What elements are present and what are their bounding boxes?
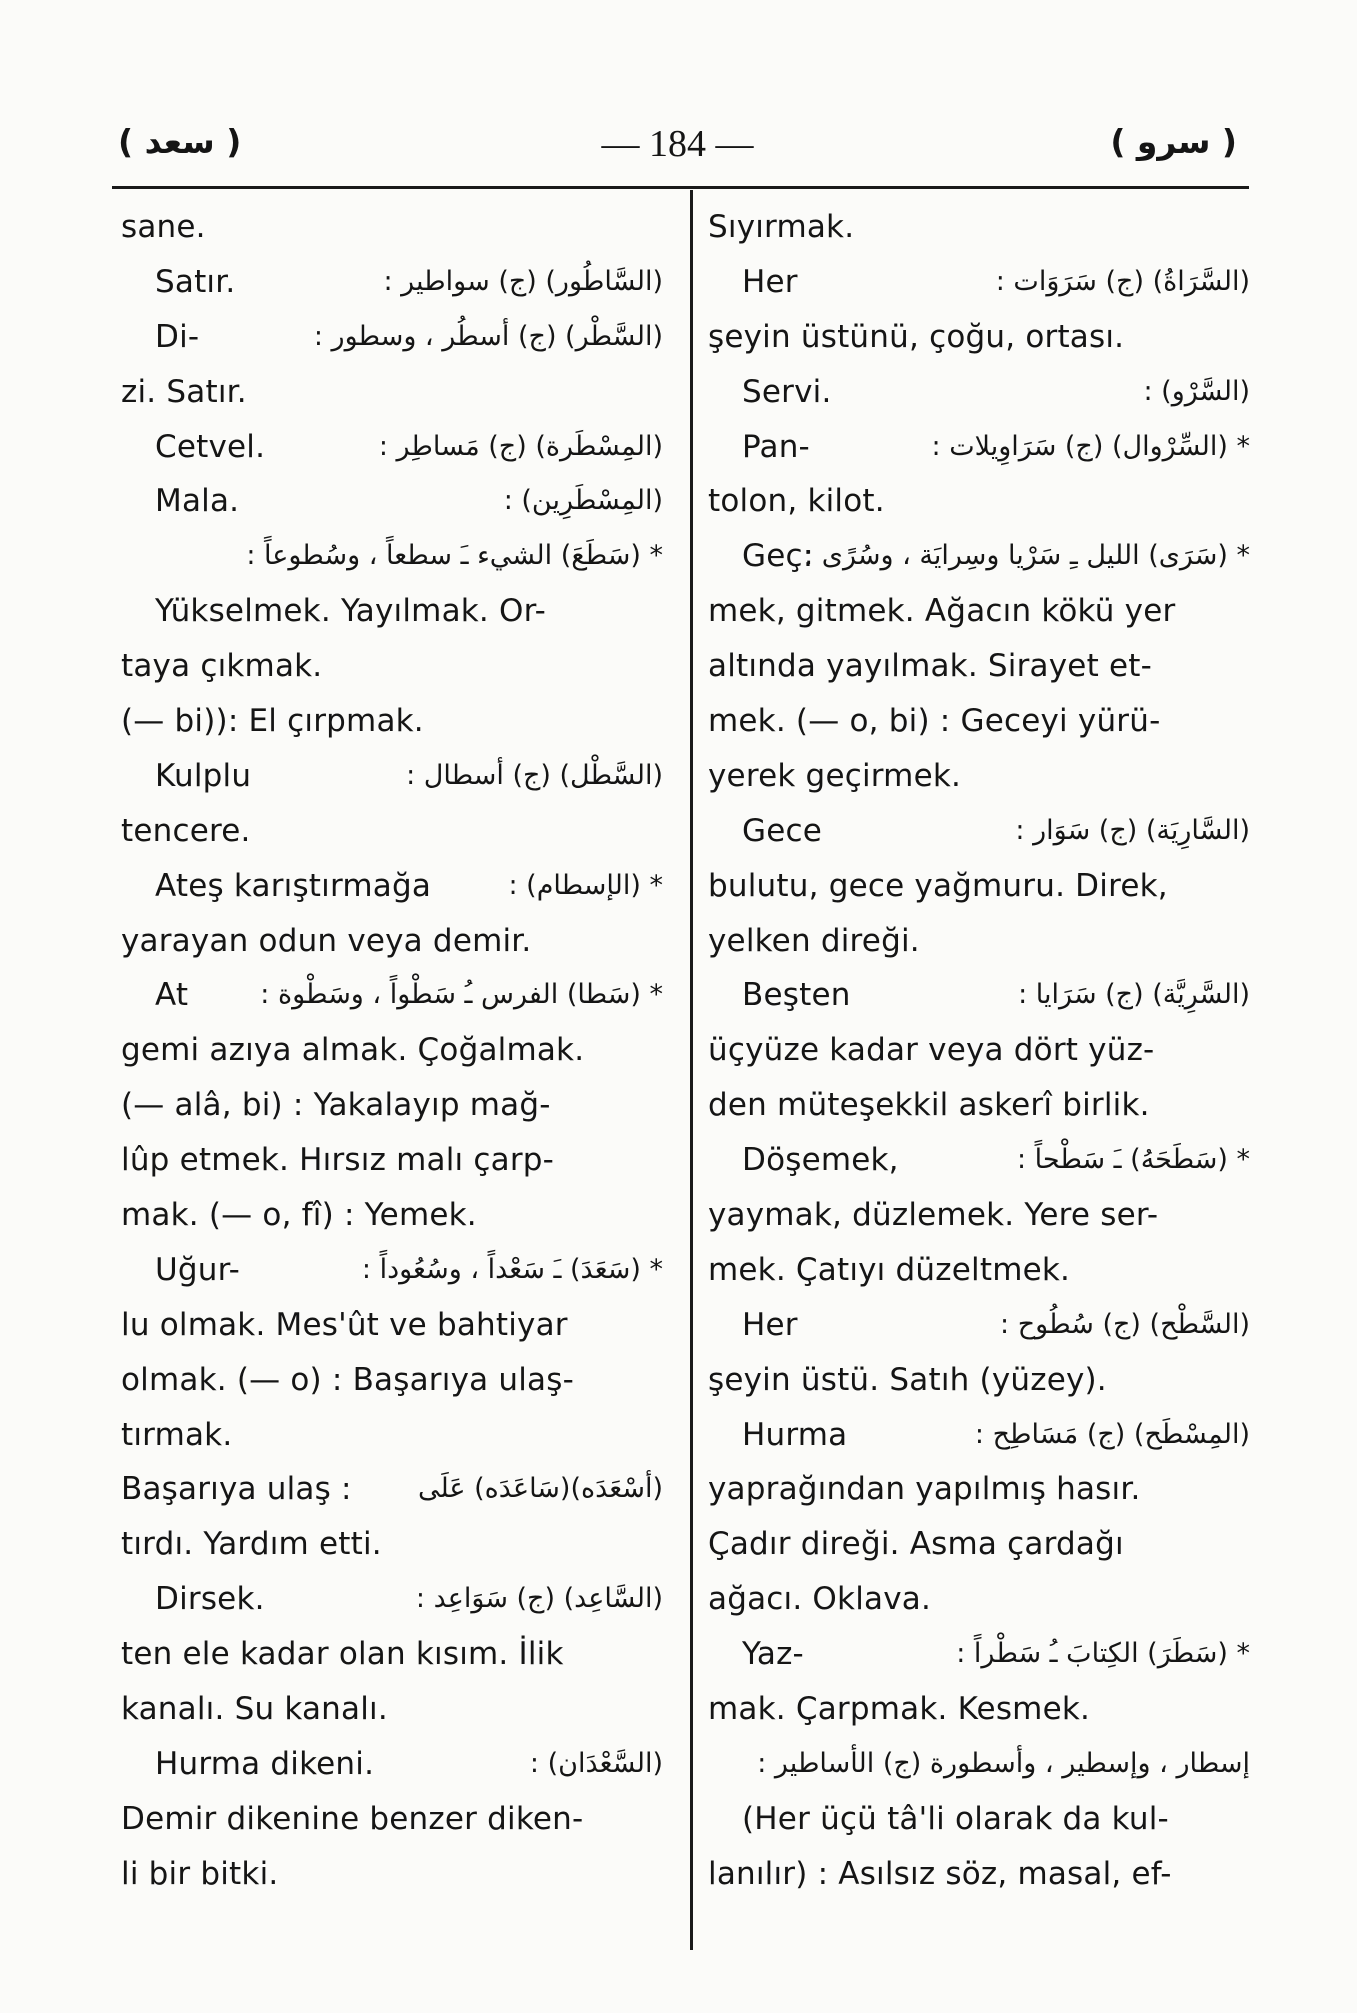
- turkish-text: Kulplu: [155, 757, 252, 794]
- turkish-text: Demir dikenine benzer diken-: [121, 1800, 584, 1837]
- turkish-text: ağacı. Oklava.: [708, 1581, 931, 1618]
- dictionary-line: [121, 1023, 669, 1078]
- dictionary-line: [121, 420, 669, 475]
- dictionary-line: [121, 749, 669, 804]
- dictionary-line: [708, 1847, 1256, 1902]
- turkish-text: gemi azıya almak. Çoğalmak.: [121, 1032, 585, 1069]
- dictionary-line: [121, 914, 669, 969]
- arabic-headword: * (سَطَعَ) الشيء ـَ سطعاً ، وسُطوعاً :: [246, 540, 663, 572]
- dictionary-line: [708, 804, 1256, 859]
- turkish-text: Sıyırmak.: [708, 209, 855, 245]
- dictionary-line: [121, 1737, 669, 1792]
- arabic-headword: (السَّرَاةُ) (ج) سَرَوَات :: [995, 265, 1250, 297]
- turkish-text: Yaz-: [742, 1636, 804, 1673]
- turkish-text: bulutu, gece yağmuru. Direk,: [708, 867, 1168, 904]
- dictionary-line: [708, 1243, 1256, 1298]
- dictionary-line: [121, 1353, 669, 1408]
- turkish-text: mak. Çarpmak. Kesmek.: [708, 1691, 1091, 1728]
- arabic-headword: (المِسْطَح) (ج) مَسَاطِح :: [974, 1418, 1250, 1450]
- turkish-text: sane.: [121, 209, 206, 245]
- dictionary-line: [121, 1243, 669, 1298]
- dictionary-line: [708, 1408, 1256, 1463]
- turkish-text: Pan-: [742, 428, 810, 465]
- turkish-text: lanılır) : Asılsız söz, masal, ef-: [708, 1855, 1172, 1892]
- page-header: [118, 122, 1237, 182]
- arabic-headword: (أسْعَدَه)(سَاعَدَه) عَلَى: [417, 1473, 663, 1505]
- dictionary-line: [708, 529, 1256, 584]
- dictionary-line: [708, 1298, 1256, 1353]
- dictionary-line: [708, 749, 1256, 804]
- turkish-text: olmak. (— o) : Başarıya ulaş-: [121, 1361, 574, 1398]
- header-left-guide-word: ( سعد ): [118, 122, 242, 161]
- arabic-headword: (السَّاطُور) (ج) سواطير :: [383, 265, 663, 297]
- turkish-text: Döşemek,: [742, 1142, 899, 1179]
- dictionary-line: [121, 1298, 669, 1353]
- arabic-headword: * (سَرَى) الليل ـِ سَرْيا وسِرايَة ، وسُرًى :: [804, 540, 1250, 572]
- dictionary-line: [708, 1517, 1256, 1572]
- turkish-text: li bir bitki.: [121, 1855, 279, 1892]
- turkish-text: Başarıya ulaş :: [121, 1471, 352, 1508]
- arabic-headword: * (سَطا) الفرس ـُ سَطْواً ، وسَطْوة :: [260, 979, 663, 1011]
- arabic-headword: * (الإسطام) :: [508, 869, 663, 901]
- left-column: [121, 200, 669, 1902]
- dictionary-line: [121, 639, 669, 694]
- turkish-text: yerek geçirmek.: [708, 757, 962, 794]
- arabic-headword: * (سَعَدَ) ـَ سَعْداً ، وسُعُوداً :: [361, 1253, 663, 1285]
- turkish-text: Servi.: [742, 373, 832, 410]
- dictionary-line: [708, 1462, 1256, 1517]
- turkish-text: zi. Satır.: [121, 373, 247, 410]
- dictionary-line: [121, 200, 669, 255]
- turkish-text: altında yayılmak. Sirayet et-: [708, 648, 1152, 685]
- turkish-text: ten ele kadar olan kısım. İlik: [121, 1636, 564, 1673]
- dictionary-line: [121, 968, 669, 1023]
- dictionary-line: [708, 1188, 1256, 1243]
- turkish-text: lûp etmek. Hırsız malı çarp-: [121, 1142, 555, 1179]
- turkish-text: Di-: [155, 318, 200, 355]
- dictionary-line: [708, 968, 1256, 1023]
- turkish-text: (— alâ, bi) : Yakalayıp mağ-: [121, 1087, 551, 1124]
- dictionary-line: [121, 1462, 669, 1517]
- dictionary-line: [708, 1023, 1256, 1078]
- dictionary-line: [121, 1517, 669, 1572]
- turkish-text: yaymak, düzlemek. Yere ser-: [708, 1197, 1159, 1234]
- dictionary-line: [121, 1572, 669, 1627]
- turkish-text: mak. (— o, fî) : Yemek.: [121, 1197, 477, 1234]
- arabic-headword: (السَّطْر) (ج) أسطُر ، وسطور :: [313, 320, 663, 352]
- page-number: — 184 —: [601, 123, 754, 165]
- turkish-text: Her: [742, 1306, 798, 1343]
- dictionary-line: [708, 1682, 1256, 1737]
- arabic-headword: * (السِّرْوال) (ج) سَرَاوِيلات :: [931, 430, 1250, 462]
- turkish-text: mek. (— o, bi) : Geceyi yürü-: [708, 703, 1161, 740]
- dictionary-line: [121, 1627, 669, 1682]
- turkish-text: mek. Çatıyı düzeltmek.: [708, 1251, 1071, 1288]
- arabic-headword: * (سَطَحَهُ) ـَ سَطْحاً :: [1016, 1144, 1250, 1176]
- dictionary-line: [708, 200, 1256, 255]
- dictionary-line: [121, 1133, 669, 1188]
- dictionary-line: [121, 584, 669, 639]
- turkish-text: yaprağından yapılmış hasır.: [708, 1471, 1141, 1508]
- column-divider: [690, 190, 693, 1950]
- turkish-text: yelken direği.: [708, 922, 920, 959]
- header-rule: [112, 186, 1249, 189]
- dictionary-line: [708, 1572, 1256, 1627]
- dictionary-line: [708, 584, 1256, 639]
- turkish-text: den müteşekkil askerî birlik.: [708, 1087, 1150, 1124]
- arabic-headword: (المِسْطَرِين) :: [503, 485, 663, 517]
- turkish-text: lu olmak. Mes'ût ve bahtiyar: [121, 1306, 568, 1343]
- turkish-text: Hurma dikeni.: [155, 1745, 375, 1782]
- dictionary-line: [708, 1792, 1256, 1847]
- header-right-guide-word: ( سرو ): [1110, 122, 1237, 161]
- turkish-text: Her: [742, 263, 798, 300]
- turkish-text: Geç:: [742, 538, 814, 575]
- turkish-text: şeyin üstü. Satıh (yüzey).: [708, 1361, 1107, 1398]
- arabic-headword: * (سَطَرَ) الكِتابَ ـُ سَطْراً :: [956, 1638, 1250, 1670]
- dictionary-line: [708, 859, 1256, 914]
- dictionary-line: [708, 1078, 1256, 1133]
- dictionary-line: [121, 365, 669, 420]
- turkish-text: taya çıkmak.: [121, 648, 323, 685]
- turkish-text: (Her üçü tâ'li olarak da kul-: [742, 1800, 1169, 1837]
- turkish-text: Cetvel.: [155, 428, 266, 465]
- dictionary-line: [121, 310, 669, 365]
- turkish-text: şeyin üstünü, çoğu, ortası.: [708, 318, 1125, 355]
- dictionary-line: [121, 1847, 669, 1902]
- turkish-text: Hurma: [742, 1416, 848, 1453]
- dictionary-line: [121, 474, 669, 529]
- dictionary-line: [121, 804, 669, 859]
- turkish-text: Gece: [742, 812, 823, 849]
- arabic-headword: (السَّطْل) (ج) أسطال :: [406, 759, 663, 791]
- turkish-text: kanalı. Su kanalı.: [121, 1691, 388, 1728]
- right-column: [708, 200, 1256, 1902]
- dictionary-line: [708, 1627, 1256, 1682]
- dictionary-line: [121, 694, 669, 749]
- dictionary-line: [708, 914, 1256, 969]
- arabic-headword: (السَّرْو) :: [1143, 375, 1250, 407]
- turkish-text: Beşten: [742, 977, 851, 1014]
- dictionary-line: [121, 529, 669, 584]
- turkish-text: Satır.: [155, 263, 236, 300]
- dictionary-line: [121, 1408, 669, 1463]
- turkish-text: Uğur-: [155, 1251, 240, 1288]
- dictionary-line: [708, 639, 1256, 694]
- dictionary-line: [121, 1078, 669, 1133]
- dictionary-line: [708, 474, 1256, 529]
- arabic-headword: (السَّطْح) (ج) سُطُوح :: [1000, 1308, 1250, 1340]
- turkish-text: tolon, kilot.: [708, 483, 885, 520]
- arabic-headword: (المِسْطَرة) (ج) مَساطِر :: [378, 430, 663, 462]
- dictionary-line: [121, 1792, 669, 1847]
- turkish-text: tırmak.: [121, 1416, 233, 1453]
- dictionary-line: [708, 255, 1256, 310]
- turkish-text: Yükselmek. Yayılmak. Or-: [155, 593, 546, 630]
- turkish-text: üçyüze kadar veya dört yüz-: [708, 1032, 1155, 1069]
- dictionary-line: [708, 1133, 1256, 1188]
- dictionary-line: [708, 365, 1256, 420]
- dictionary-line: [708, 310, 1256, 365]
- arabic-headword: (السَّعْدَان) :: [529, 1747, 663, 1779]
- turkish-text: Mala.: [155, 483, 240, 520]
- turkish-text: yarayan odun veya demir.: [121, 922, 532, 959]
- turkish-text: (— bi)): El çırpmak.: [121, 703, 424, 740]
- turkish-text: Çadır direği. Asma çardağı: [708, 1526, 1124, 1563]
- dictionary-line: [121, 255, 669, 310]
- turkish-text: tırdı. Yardım etti.: [121, 1526, 382, 1563]
- dictionary-line: [708, 694, 1256, 749]
- dictionary-line: [121, 1682, 669, 1737]
- arabic-headword: (السَّاعِد) (ج) سَوَاعِد :: [415, 1583, 663, 1615]
- turkish-text: At: [155, 977, 189, 1014]
- turkish-text: Ateş karıştırmağa: [155, 867, 432, 904]
- dictionary-line: [121, 1188, 669, 1243]
- dictionary-line: [708, 1737, 1256, 1792]
- arabic-headword: (السَّرِيَّة) (ج) سَرَايا :: [1018, 979, 1250, 1011]
- turkish-text: mek, gitmek. Ağacın kökü yer: [708, 593, 1176, 630]
- arabic-headword: (السَّارِيَة) (ج) سَوَار :: [1015, 814, 1250, 846]
- dictionary-line: [708, 1353, 1256, 1408]
- turkish-text: tencere.: [121, 812, 251, 849]
- dictionary-line: [708, 420, 1256, 475]
- arabic-headword: إسطار ، وإسطير ، وأسطورة (ج) الأساطير :: [757, 1747, 1250, 1779]
- turkish-text: Dirsek.: [155, 1581, 265, 1618]
- dictionary-line: [121, 859, 669, 914]
